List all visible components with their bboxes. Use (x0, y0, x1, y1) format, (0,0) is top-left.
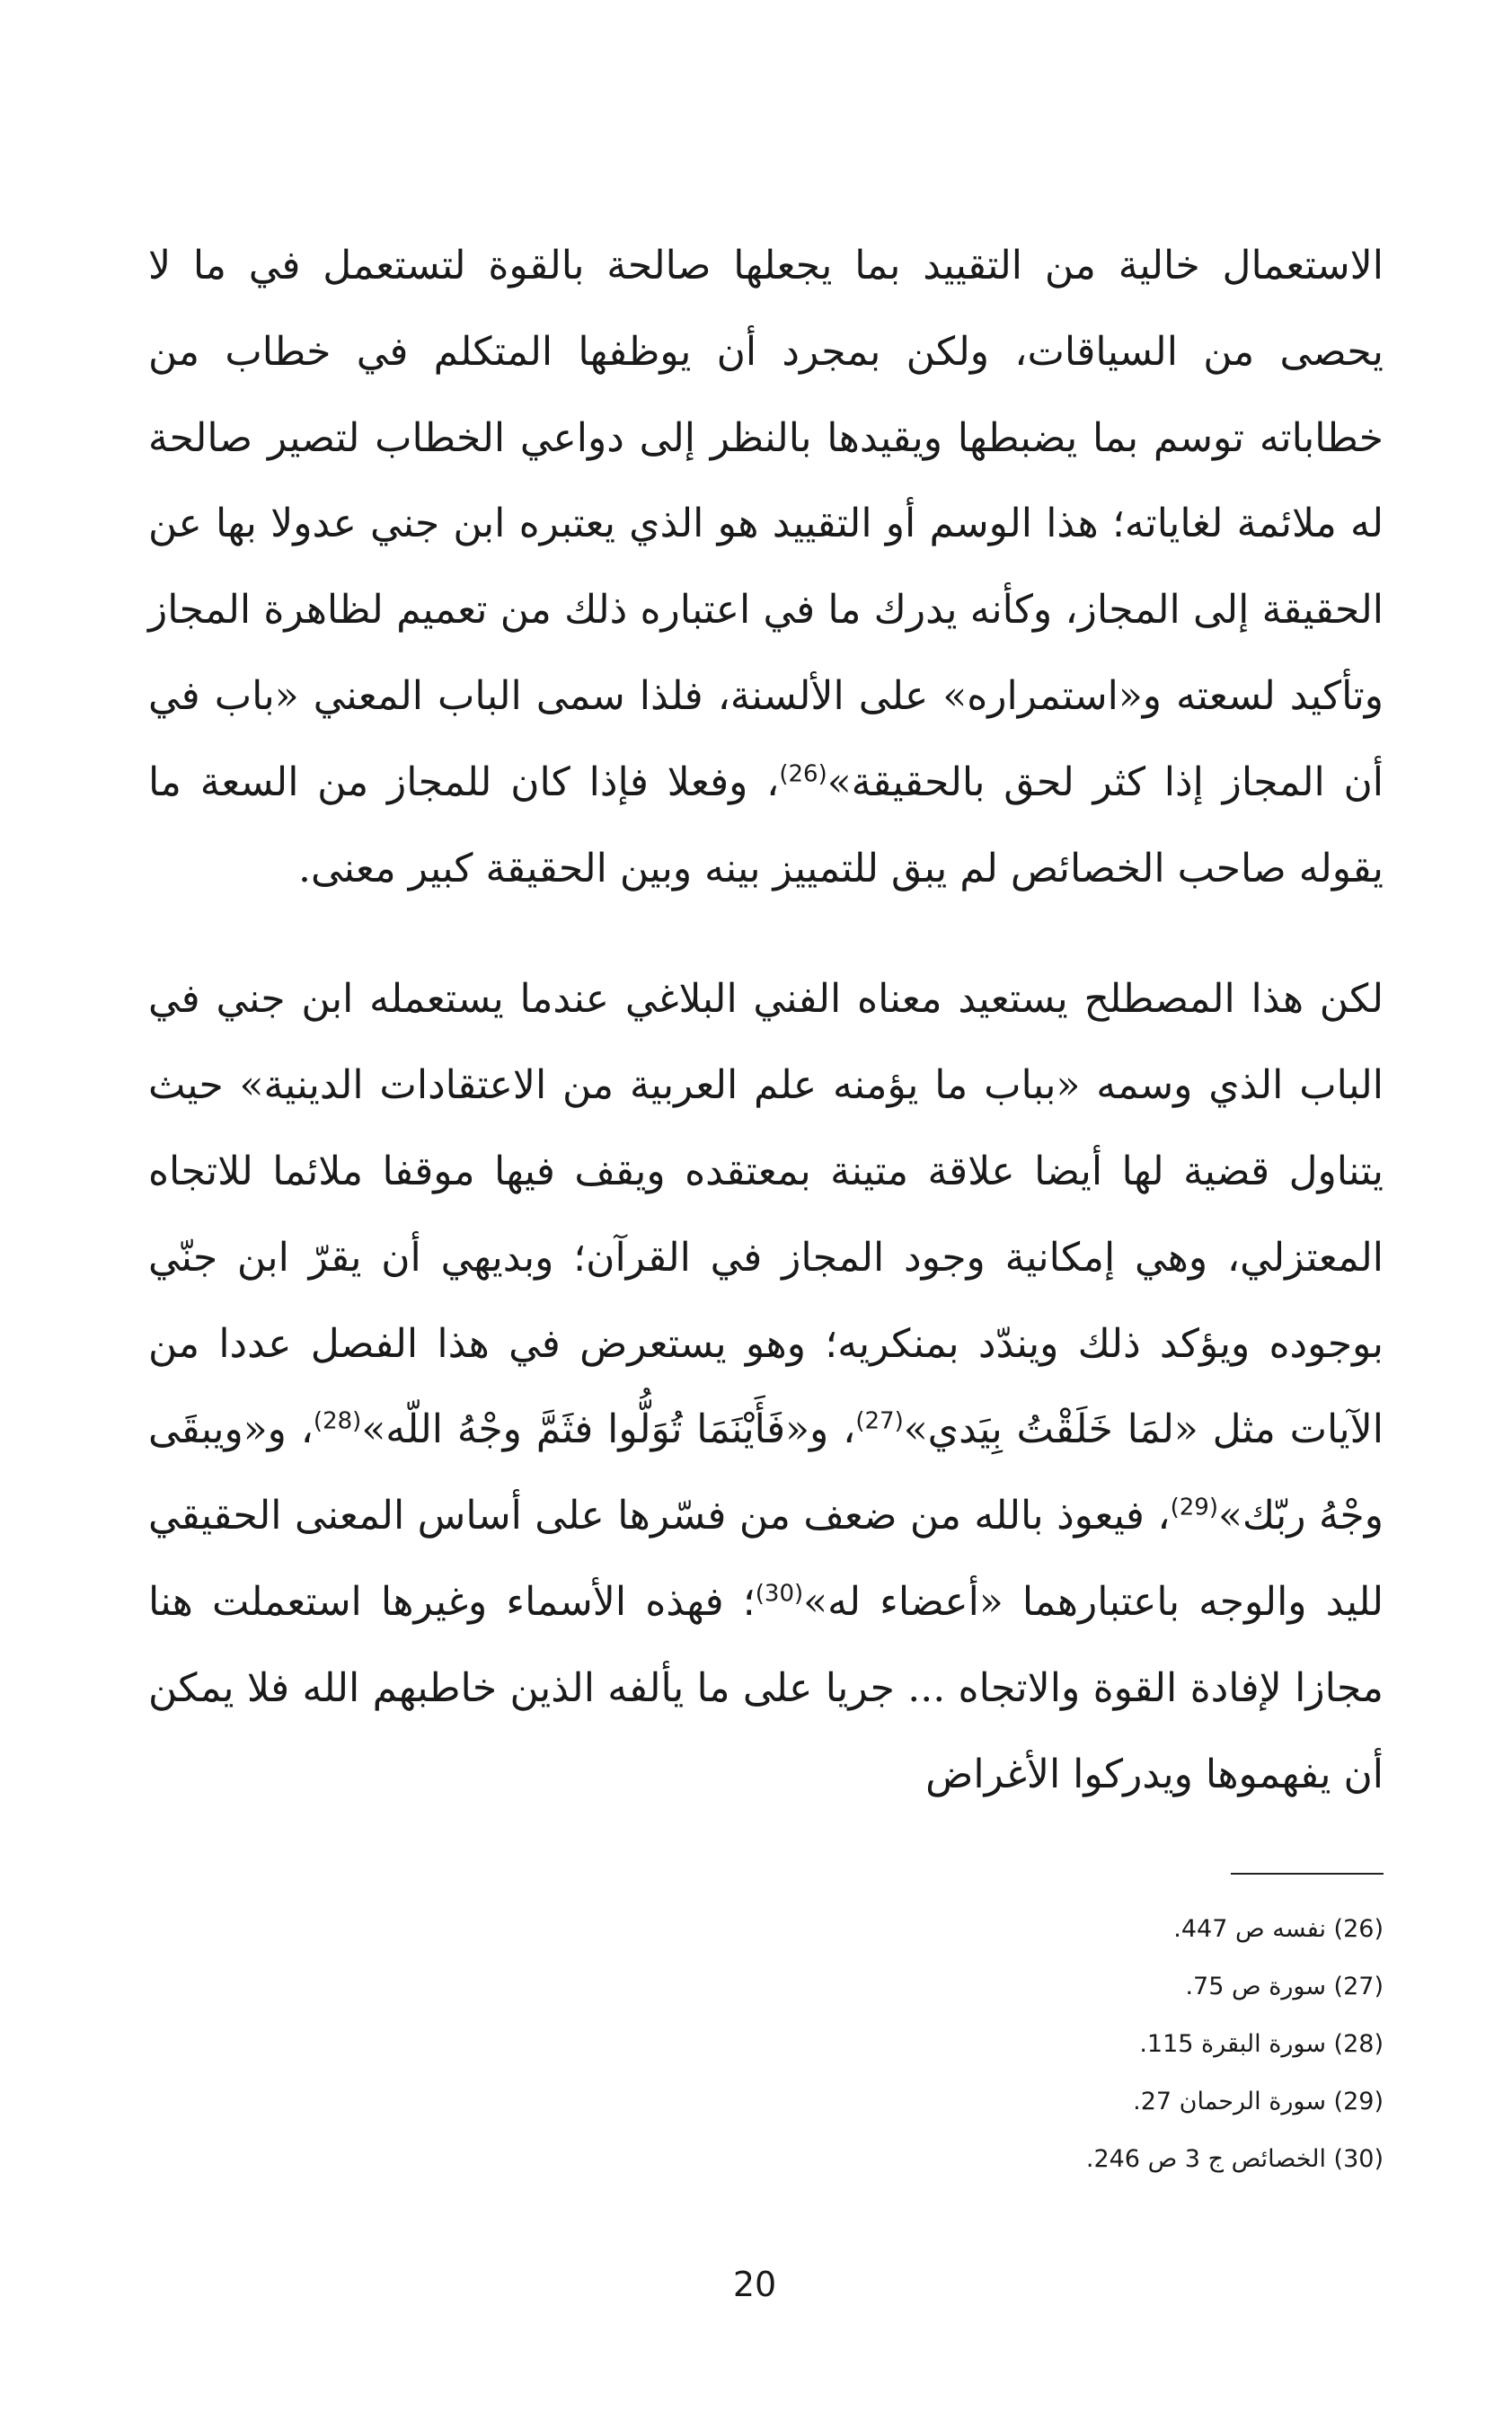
footnote-marker: (27) (855, 1407, 904, 1435)
paragraph-text: ، وفعلا فإذا كان للمجاز من السعة ما يقوله صاحب الخصائص لم يبق للتمييز بينه وبين الحقيقة كبير معنى. (148, 758, 1384, 891)
paragraph-text: ؛ فهذه الأسماء وغيرها استعملت هنا مجازا لإفادة القوة والاتجاه ... جريا على ما يألفه الذين خاطبهم الله فلا يمكن أن يفهموها ويدركوا الأغراض (148, 1578, 1384, 1797)
footnote: (30) الخصائص ج 3 ص 246. (1085, 2145, 1384, 2173)
footnote-separator (1231, 1873, 1384, 1875)
footnote-marker: (26) (779, 760, 827, 788)
footnote-marker: (30) (755, 1580, 804, 1608)
footnote: (26) نفسه ص 447. (1173, 1915, 1384, 1943)
footnote-marker: (29) (1170, 1494, 1219, 1521)
paragraph-text: ، و«فَأَيْنَمَا تُوَلُّوا فثَمَّ وجْهُ اللّه» (361, 1406, 856, 1453)
paragraph-text: ، و«ويبقَى وجْهُ ربّك» (148, 1406, 1384, 1539)
footnotes (539, 1901, 1384, 2188)
footnote-marker: (28) (313, 1407, 362, 1435)
footnote: (29) سورة الرحمان 27. (1133, 2088, 1384, 2115)
paragraph-text: لكن هذا المصطلح يستعيد معناه الفني البلاغي عندما يستعمله ابن جني في الباب الذي وسمه «بباب ما يؤمنه علم العربية من الاعتقادات الدينية» حيث يتناول قضية لها أيضا علاقة متينة بمعتقده ويقف فيها موقفا ملائما للاتجاه المعتزلي، وهي إمكانية وجود المجاز في القرآن؛ وبديهي أن يقرّ ابن جنّي بوجوده ويؤكد ذلك ويندّد بمنكريه؛ وهو يستعرض في هذا الفصل عددا من الآيات مثل «لمَا خَلَقْتُ بِيَدي» (148, 976, 1384, 1453)
page-number: 20 (732, 2265, 777, 2304)
paragraph (148, 223, 1384, 911)
paragraph-text: الاستعمال خالية من التقييد بما يجعلها صالحة بالقوة لتستعمل في ما لا يحصى من السياقات، ولكن بمجرد أن يوظفها المتكلم في خطاب من خطاباته توسم بما يضبطها ويقيدها بالنظر إلى دواعي الخطاب لتصير صالحة له ملائمة لغاياته؛ هذا الوسم أو التقييد هو الذي يعتبره ابن جني عدولا بها عن الحقيقة إلى المجاز، وكأنه يدرك ما في اعتباره ذلك من تعميم لظاهرة المجاز وتأكيد لسعته و«استمراره» على الألسنة، فلذا سمى الباب المعني «باب في أن المجاز إذا كثر لحق بالحقيقة» (148, 243, 1384, 805)
paragraph-text: ، فيعوذ بالله من ضعف من فسّرها على أساس المعنى الحقيقي لليد والوجه باعتبارهما «أعضاء له» (148, 1493, 1384, 1625)
body-text (148, 223, 1384, 1817)
footnote: (27) سورة ص 75. (1185, 1973, 1384, 2000)
paragraph (148, 956, 1384, 1817)
footnote: (28) سورة البقرة 115. (1139, 2030, 1384, 2058)
